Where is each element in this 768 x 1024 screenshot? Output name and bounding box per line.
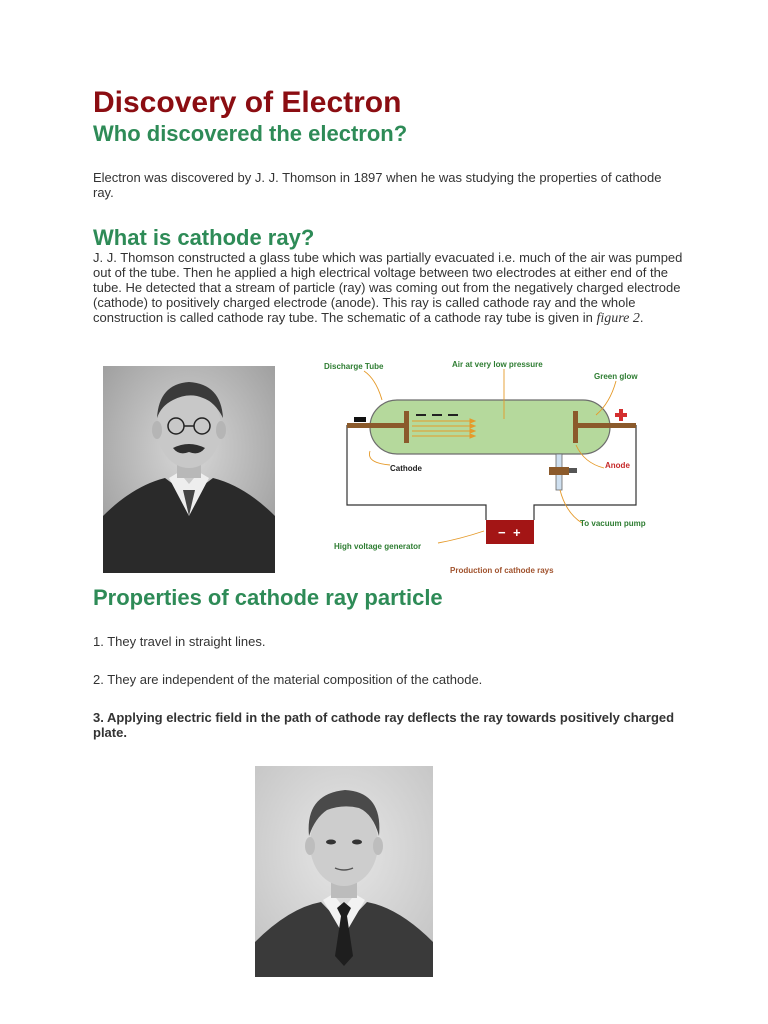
paragraph-discovery: Electron was discovered by J. J. Thomson in 1897 when he was studying the properties of cathode ray.: [93, 170, 662, 200]
section-heading-who-discovered: Who discovered the electron?: [93, 121, 408, 146]
paragraph-cathode-ray-text: J. J. Thomson constructed a glass tube which was partially evacuated i.e. much of the air was pumped out of the tube. Then he applied a high electrical voltage between two electrodes at either end of the tube. He detected that a stream of particle (ray) was coming out from the negatively charged electrode (cathode) to positively charged electrode (anode). This ray is called cathode ray and the whole construction is called cathode ray tube. The schematic of a cathode ray tube is given in: [93, 250, 683, 325]
cathode-ray-tube-diagram: [320, 355, 660, 580]
anode-rod: [576, 423, 636, 428]
portrait-jj-thomson: [103, 366, 275, 573]
label-generator: High voltage generator: [334, 542, 422, 551]
anode-plate: [573, 411, 578, 443]
figure-reference: figure 2: [596, 311, 640, 326]
label-cathode: Cathode: [390, 464, 422, 473]
cathode-plate: [404, 411, 409, 443]
cathode-rod: [347, 423, 407, 428]
section-heading-properties: Properties of cathode ray particle: [93, 585, 443, 610]
label-air-pressure: Air at very low pressure: [452, 360, 543, 369]
positive-terminal-sign: [615, 409, 627, 421]
property-item-1: 1. They travel in straight lines.: [93, 634, 266, 649]
property-item-3: 3. Applying electric field in the path of cathode ray deflects the ray towards positively charged plate.: [93, 710, 675, 740]
generator-minus: −: [498, 525, 506, 540]
paragraph-cathode-ray: [93, 250, 683, 326]
label-vacuum-pump: To vacuum pump: [580, 519, 646, 528]
paragraph-end: .: [639, 310, 644, 325]
label-anode: Anode: [605, 461, 630, 470]
section-heading-cathode-ray: What is cathode ray?: [93, 225, 315, 250]
label-green-glow: Green glow: [594, 372, 638, 381]
negative-terminal-sign: [354, 417, 366, 422]
portrait-young-scientist: [255, 766, 433, 977]
label-discharge-tube: Discharge Tube: [324, 362, 384, 371]
high-voltage-generator: [486, 520, 534, 544]
diagram-caption: Production of cathode rays: [450, 566, 554, 575]
generator-plus: +: [513, 525, 521, 540]
page-title: Discovery of Electron: [93, 86, 402, 119]
property-item-2: 2. They are independent of the material composition of the cathode.: [93, 672, 483, 687]
